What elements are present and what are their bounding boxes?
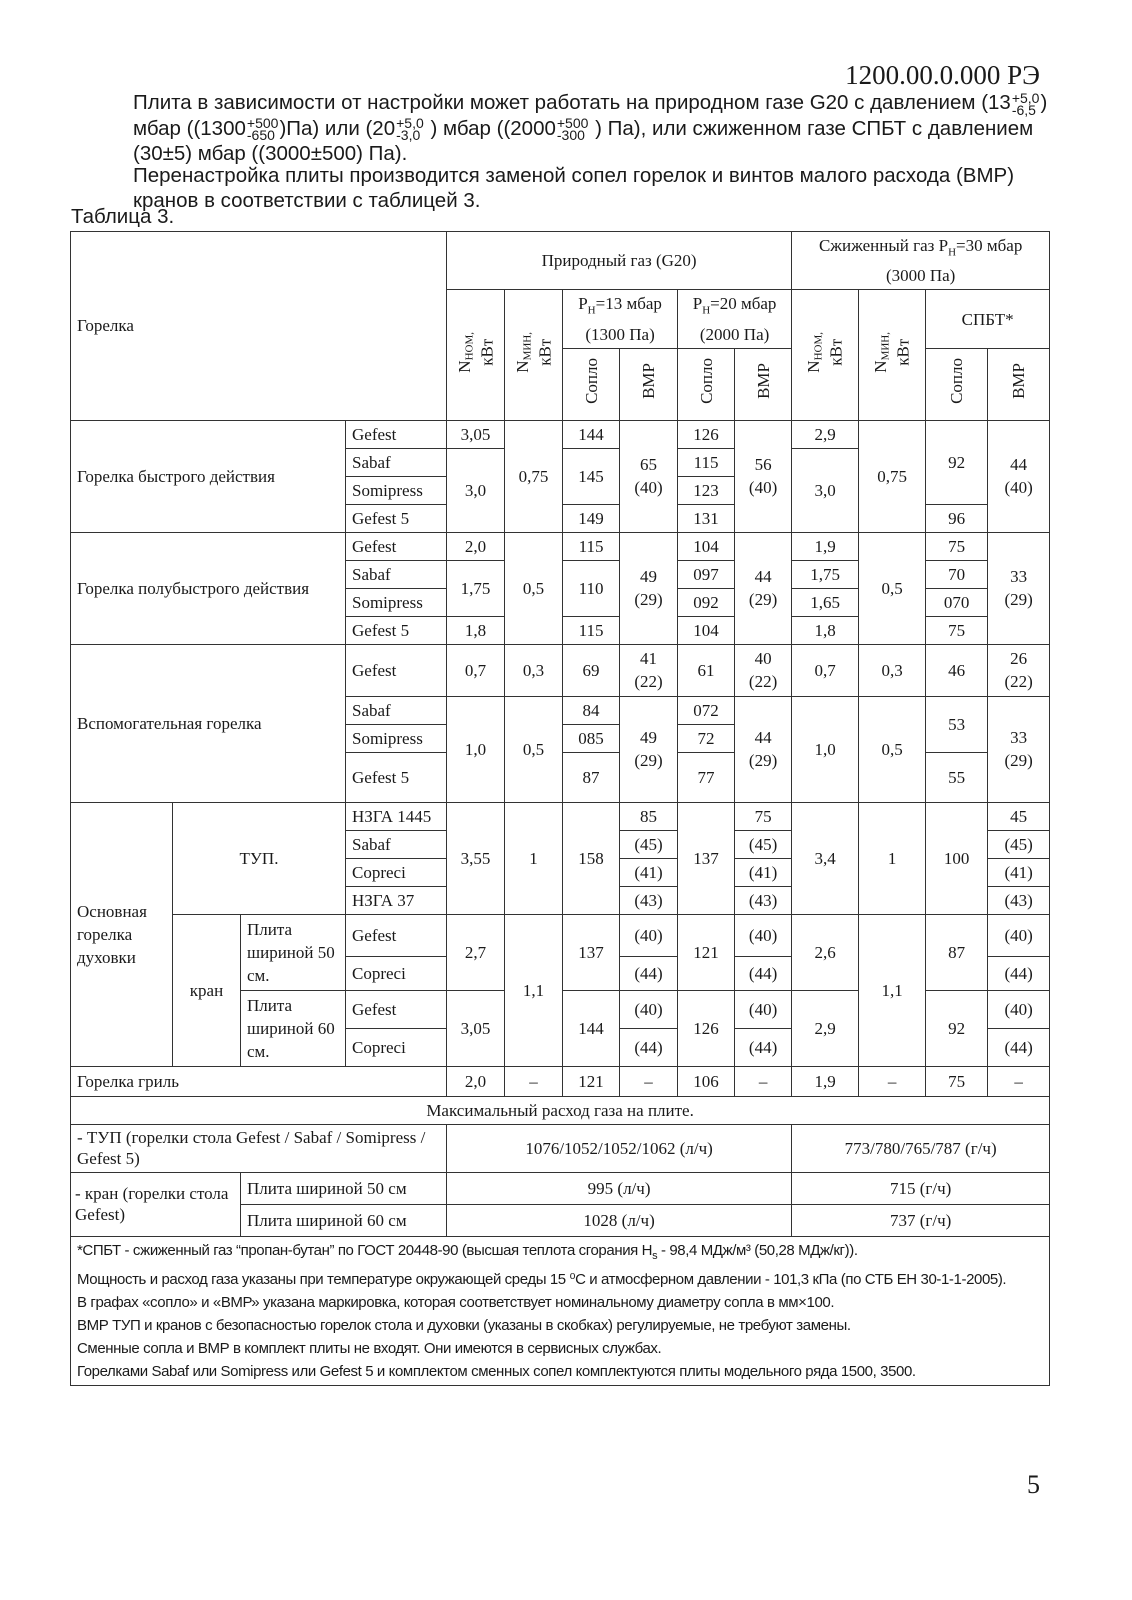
value-cell: 131 xyxy=(678,504,735,532)
value-cell: (43) xyxy=(735,886,792,914)
value-cell: 0,5 xyxy=(859,532,926,644)
width-50-label: Плита шириной 50 см. xyxy=(241,914,346,990)
manufacturer-cell: Gefest xyxy=(346,420,447,448)
value-cell: 1 xyxy=(505,802,563,914)
value-cell: (40) xyxy=(735,914,792,956)
value-cell: 1,75 xyxy=(792,560,859,588)
burner-grill-label: Горелка гриль xyxy=(71,1066,447,1096)
header-p20: $Р_Н=20$ мбар (2000 Па) xyxy=(678,290,792,348)
intro-paragraph-2: Перенастройка плиты производится заменой сопел горелок и винтов малого расхода (ВМР) кранов в соответствии с таблицей 3. xyxy=(133,164,1015,213)
value-cell: 115 xyxy=(678,448,735,476)
value-cell: 46 xyxy=(926,644,988,696)
value-cell: 40 (22) xyxy=(735,644,792,696)
value-cell: 85 xyxy=(620,802,678,830)
manufacturer-cell: Sabaf xyxy=(346,830,447,858)
header-lpg: Сжиженный газ $Р_Н=30$ мбар (3000 Па) xyxy=(792,232,1050,290)
value-cell: 106 xyxy=(678,1066,735,1096)
value-cell: 115 xyxy=(563,616,620,644)
value-cell: (44) xyxy=(988,1028,1050,1066)
value-cell: 137 xyxy=(678,802,735,914)
header-vmr-13: ВМР xyxy=(620,348,678,420)
value-cell: (44) xyxy=(620,1028,678,1066)
value-cell: (44) xyxy=(735,1028,792,1066)
value-cell: (45) xyxy=(988,830,1050,858)
value-cell: 45 xyxy=(988,802,1050,830)
value-cell: 69 xyxy=(563,644,620,696)
table-row xyxy=(71,1124,1050,1172)
max-flow-w50-lpg: 715 (г/ч) xyxy=(792,1172,1050,1204)
manufacturer-cell: Gefest 5 xyxy=(346,504,447,532)
value-cell: 96 xyxy=(926,504,988,532)
value-cell: – xyxy=(505,1066,563,1096)
manufacturer-cell: Somipress xyxy=(346,588,447,616)
max-flow-kran-label: - кран (горелки стола Gefest) xyxy=(71,1172,241,1236)
value-cell: (45) xyxy=(620,830,678,858)
value-cell: (44) xyxy=(988,956,1050,990)
manufacturer-cell: Gefest xyxy=(346,644,447,696)
note-3: В графах «сопло» и «ВМР» указана маркировка, которая соответствует номинальному диаметру сопла в мм×100. xyxy=(77,1293,835,1311)
document-code: 1200.00.0.000 РЭ xyxy=(845,60,1040,90)
header-nnom-lpg: $N_{НОМ,}$ кВт xyxy=(792,290,859,420)
value-cell: (43) xyxy=(988,886,1050,914)
value-cell: 44 (29) xyxy=(735,696,792,802)
manufacturer-cell: Copreci xyxy=(346,1028,447,1066)
value-cell: 3,05 xyxy=(447,990,505,1066)
value-cell: 104 xyxy=(678,532,735,560)
value-cell: 2,0 xyxy=(447,532,505,560)
value-cell: 1,75 xyxy=(447,560,505,616)
manufacturer-cell: Gefest xyxy=(346,532,447,560)
value-cell: 1,9 xyxy=(792,1066,859,1096)
table-row xyxy=(71,420,1050,448)
max-flow-w60-lpg: 737 (г/ч) xyxy=(792,1204,1050,1236)
value-cell: (40) xyxy=(735,990,792,1028)
table-caption: Таблица 3. xyxy=(71,205,175,228)
value-cell: 0,75 xyxy=(505,420,563,532)
tolerance-2: +500 -650 xyxy=(246,115,279,144)
max-flow-tup-label: - ТУП (горелки стола Gefest / Sabaf / Somipress / Gefest 5) xyxy=(71,1124,447,1172)
value-cell: 1,65 xyxy=(792,588,859,616)
value-cell: 097 xyxy=(678,560,735,588)
value-cell: 70 xyxy=(926,560,988,588)
value-cell: 77 xyxy=(678,752,735,802)
intro-paragraph-1: Плита в зависимости от настройки может работать на природном газе G20 с давлением (13 +5,0 -6,5 ) мбар ((1300 +500 -650 )Па) или (20 +5,0 -3,0 ) мбар ((2000 +500 -300 ) Па), или сжиженном газе СПБТ с давлением (30±5) мбар ((3000±500) Па). xyxy=(133,89,1048,166)
header-spbt: СПБТ* xyxy=(926,290,1050,348)
value-cell: (44) xyxy=(735,956,792,990)
header-natural-gas: Природный газ (G20) xyxy=(447,232,792,290)
value-cell: 3,05 xyxy=(447,420,505,448)
value-cell: (40) xyxy=(620,914,678,956)
value-cell: 144 xyxy=(563,420,620,448)
value-cell: 0,5 xyxy=(859,696,926,802)
value-cell: 33 (29) xyxy=(988,696,1050,802)
max-flow-w50-ng: 995 (л/ч) xyxy=(447,1172,792,1204)
value-cell: (40) xyxy=(988,990,1050,1028)
value-cell: 100 xyxy=(926,802,988,914)
manufacturer-cell: Sabaf xyxy=(346,560,447,588)
value-cell: 1 xyxy=(859,802,926,914)
max-flow-tup-lpg: 773/780/765/787 (г/ч) xyxy=(792,1124,1050,1172)
value-cell: (45) xyxy=(735,830,792,858)
value-cell: 84 xyxy=(563,696,620,724)
value-cell: 0,5 xyxy=(505,532,563,644)
value-cell: 0,7 xyxy=(447,644,505,696)
value-cell: – xyxy=(988,1066,1050,1096)
header-p13: $Р_Н=13$ мбар (1300 Па) xyxy=(563,290,678,348)
note-5: Сменные сопла и ВМР в комплект плиты не входят. Они имеются в сервисных службах. xyxy=(77,1339,662,1357)
value-cell: (40) xyxy=(988,914,1050,956)
header-vmr-20: ВМР xyxy=(735,348,792,420)
value-cell: – xyxy=(620,1066,678,1096)
header-nnom-ng: $N_{НОМ,}$ кВт xyxy=(447,290,505,420)
manufacturer-cell: НЗГА 37 xyxy=(346,886,447,914)
value-cell: 1,0 xyxy=(792,696,859,802)
manufacturer-cell: Somipress xyxy=(346,724,447,752)
tolerance-1: +5,0 -6,5 xyxy=(1011,89,1040,118)
table-row xyxy=(71,1066,1050,1096)
table-row xyxy=(71,644,1050,696)
table-row xyxy=(71,914,1050,956)
value-cell: 2,9 xyxy=(792,420,859,448)
value-cell: (41) xyxy=(988,858,1050,886)
value-cell: 3,0 xyxy=(792,448,859,532)
value-cell: 0,5 xyxy=(505,696,563,802)
value-cell: 49 (29) xyxy=(620,696,678,802)
value-cell: 2,6 xyxy=(792,914,859,990)
max-flow-w50-label: Плита шириной 50 см xyxy=(241,1172,447,1204)
value-cell: 3,55 xyxy=(447,802,505,914)
value-cell: 75 xyxy=(926,532,988,560)
value-cell: 1,1 xyxy=(859,914,926,1066)
table-row xyxy=(71,1096,1050,1124)
manufacturer-cell: Gefest xyxy=(346,990,447,1028)
value-cell: 2,9 xyxy=(792,990,859,1066)
value-cell: 092 xyxy=(678,588,735,616)
value-cell: 126 xyxy=(678,990,735,1066)
value-cell: 110 xyxy=(563,560,620,616)
oven-kran-label: кран xyxy=(173,914,241,1066)
table-row xyxy=(71,802,1050,830)
tolerance-4: +500 -300 xyxy=(556,115,589,144)
table-row xyxy=(71,1172,1050,1204)
tolerance-3: +5,0 -3,0 xyxy=(396,115,424,144)
value-cell: 1,8 xyxy=(792,616,859,644)
value-cell: 149 xyxy=(563,504,620,532)
value-cell: 104 xyxy=(678,616,735,644)
manufacturer-cell: Somipress xyxy=(346,476,447,504)
value-cell: 44 (40) xyxy=(988,420,1050,532)
value-cell: 0,3 xyxy=(859,644,926,696)
value-cell: 115 xyxy=(563,532,620,560)
value-cell: 0,3 xyxy=(505,644,563,696)
header-nozzle-20: Сопло xyxy=(678,348,735,420)
value-cell: 87 xyxy=(563,752,620,802)
value-cell: 49 (29) xyxy=(620,532,678,644)
value-cell: 33 (29) xyxy=(988,532,1050,644)
value-cell: 41 (22) xyxy=(620,644,678,696)
oven-tup-label: ТУП. xyxy=(173,802,346,914)
note-6: Горелками Sabaf или Somipress или Gefest 5 и комплектом сменных сопел комплектуются плиты модельного ряда 1500, 3500. xyxy=(77,1362,916,1380)
manufacturer-cell: Gefest 5 xyxy=(346,616,447,644)
value-cell: 44 (29) xyxy=(735,532,792,644)
value-cell: 0,7 xyxy=(792,644,859,696)
value-cell: 55 xyxy=(926,752,988,802)
value-cell: 121 xyxy=(563,1066,620,1096)
value-cell: 65 (40) xyxy=(620,420,678,532)
manufacturer-cell: Sabaf xyxy=(346,448,447,476)
manufacturer-cell: Copreci xyxy=(346,858,447,886)
value-cell: 0,75 xyxy=(859,420,926,532)
value-cell: 87 xyxy=(926,914,988,990)
manufacturer-cell: НЗГА 1445 xyxy=(346,802,447,830)
burner-aux-label: Вспомогательная горелка xyxy=(71,644,346,802)
manufacturer-cell: Gefest 5 xyxy=(346,752,447,802)
table-header-row-1 xyxy=(71,232,1050,290)
value-cell: 1,8 xyxy=(447,616,505,644)
value-cell: 137 xyxy=(563,914,620,990)
value-cell: 3,4 xyxy=(792,802,859,914)
value-cell: – xyxy=(859,1066,926,1096)
value-cell: 158 xyxy=(563,802,620,914)
value-cell: 92 xyxy=(926,420,988,504)
notes-row xyxy=(71,1236,1050,1385)
manufacturer-cell: Gefest xyxy=(346,914,447,956)
header-nmin-lpg: $N_{МИН,}$ кВт xyxy=(859,290,926,420)
value-cell: 26 (22) xyxy=(988,644,1050,696)
value-cell: 61 xyxy=(678,644,735,696)
value-cell: (40) xyxy=(620,990,678,1028)
intro-text xyxy=(133,90,1053,213)
max-flow-w60-label: Плита шириной 60 см xyxy=(241,1204,447,1236)
header-nozzle-lpg: Сопло xyxy=(926,348,988,420)
value-cell: 1,1 xyxy=(505,914,563,1066)
value-cell: 75 xyxy=(735,802,792,830)
value-cell: 126 xyxy=(678,420,735,448)
value-cell: 123 xyxy=(678,476,735,504)
burner-oven-label: Основная горелка духовки xyxy=(71,802,173,1066)
header-burner: Горелка xyxy=(71,232,447,421)
value-cell: 2,7 xyxy=(447,914,505,990)
value-cell: 3,0 xyxy=(447,448,505,532)
width-60-label: Плита шириной 60 см. xyxy=(241,990,346,1066)
burner-fast-label: Горелка быстрого действия xyxy=(71,420,346,532)
value-cell: 144 xyxy=(563,990,620,1066)
burner-semi-label: Горелка полубыстрого действия xyxy=(71,532,346,644)
note-2: Мощность и расход газа указаны при температуре окружающей среды 15 ⁰С и атмосферном давлении - 101,3 кПа (по СТБ ЕН 30-1-1-2005). xyxy=(77,1270,1007,1288)
nozzle-table xyxy=(70,231,1050,1386)
value-cell: 56 (40) xyxy=(735,420,792,532)
page-number: 5 xyxy=(1027,1470,1040,1499)
value-cell: – xyxy=(735,1066,792,1096)
max-flow-w60-ng: 1028 (л/ч) xyxy=(447,1204,792,1236)
header-nmin-ng: $N_{МИН,}$ кВт xyxy=(505,290,563,420)
manufacturer-cell: Sabaf xyxy=(346,696,447,724)
value-cell: 072 xyxy=(678,696,735,724)
table-row xyxy=(71,532,1050,560)
value-cell: 53 xyxy=(926,696,988,752)
value-cell: (41) xyxy=(620,858,678,886)
header-nozzle-13: Сопло xyxy=(563,348,620,420)
max-flow-tup-ng: 1076/1052/1052/1062 (л/ч) xyxy=(447,1124,792,1172)
header-vmr-lpg: ВМР xyxy=(988,348,1050,420)
manufacturer-cell: Copreci xyxy=(346,956,447,990)
value-cell: 070 xyxy=(926,588,988,616)
value-cell: 1,0 xyxy=(447,696,505,802)
value-cell: 2,0 xyxy=(447,1066,505,1096)
note-1: *СПБТ - сжиженный газ “пропан-бутан” по ГОСТ 20448-90 (высшая теплота сгорания $H_s - 98,4$ МДж/м³ (50,28 МДж/кг)). xyxy=(77,1241,858,1262)
table-notes xyxy=(71,1236,1050,1385)
value-cell: 75 xyxy=(926,1066,988,1096)
value-cell: 75 xyxy=(926,616,988,644)
value-cell: 72 xyxy=(678,724,735,752)
value-cell: 92 xyxy=(926,990,988,1066)
value-cell: 145 xyxy=(563,448,620,504)
value-cell: (43) xyxy=(620,886,678,914)
value-cell: 1,9 xyxy=(792,532,859,560)
value-cell: (44) xyxy=(620,956,678,990)
max-flow-title: Максимальный расход газа на плите. xyxy=(71,1096,1050,1124)
value-cell: 085 xyxy=(563,724,620,752)
value-cell: 121 xyxy=(678,914,735,990)
note-4: ВМР ТУП и кранов с безопасностью горелок стола и духовки (указаны в скобках) регулируемые, не требуют замены. xyxy=(77,1316,851,1334)
value-cell: (41) xyxy=(735,858,792,886)
